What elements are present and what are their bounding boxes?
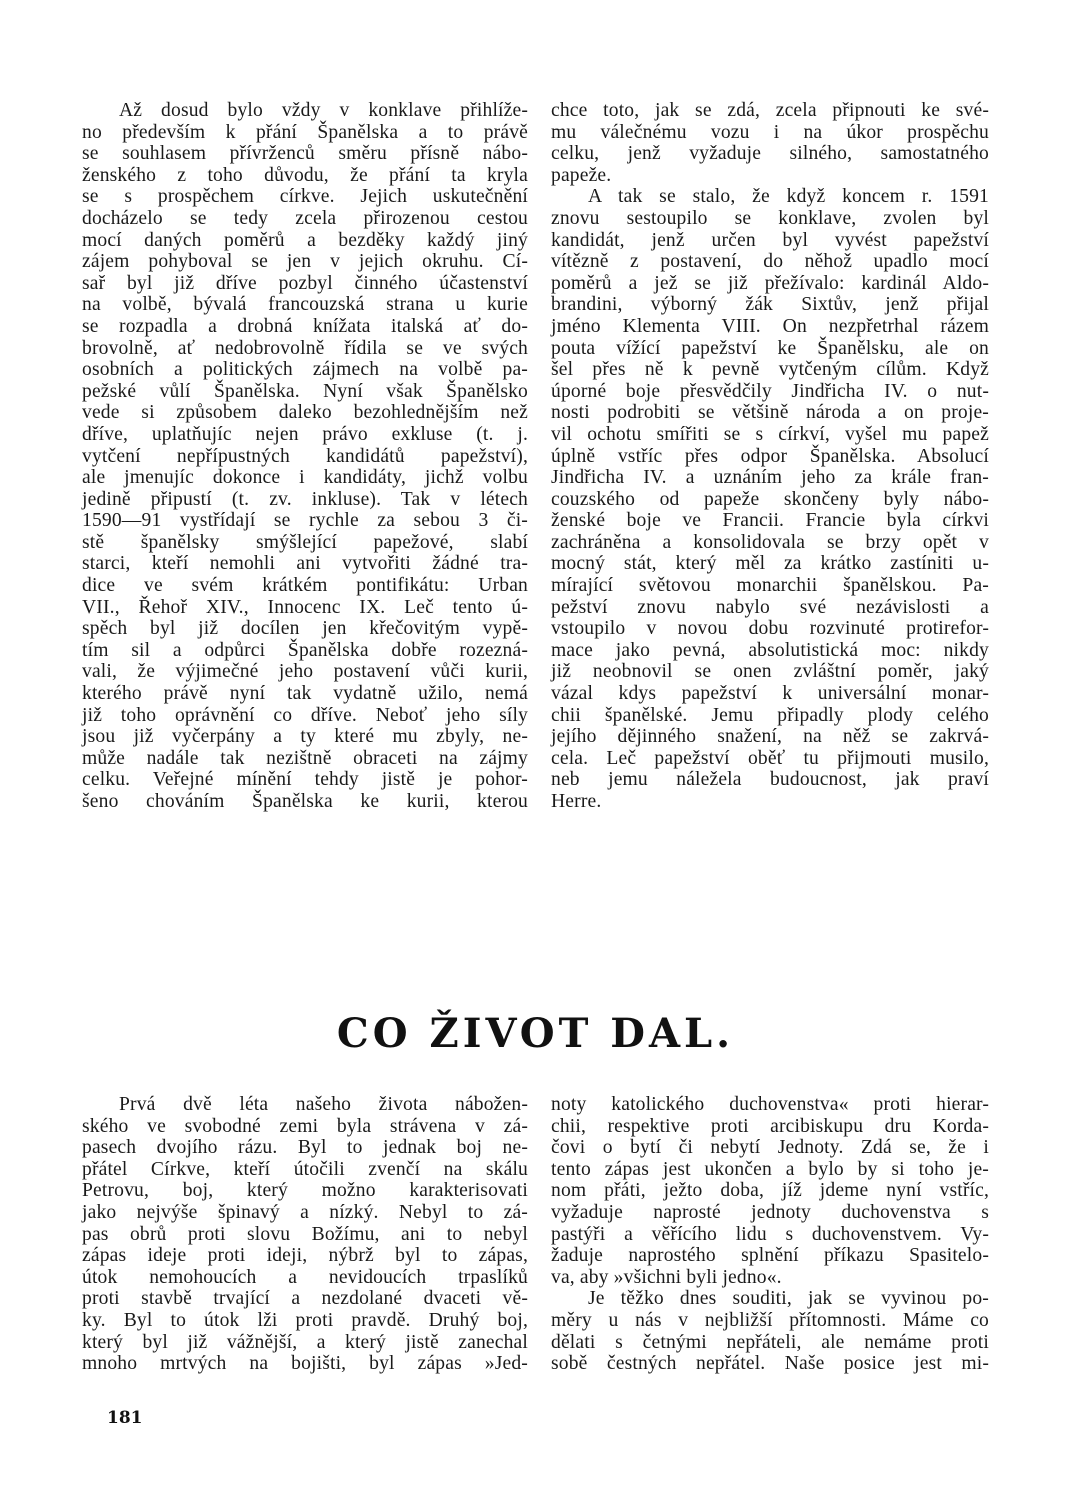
text-line: mírající světovou monarchii španělskou. Pa- (551, 575, 989, 597)
text-line: dříve, uplatňujíc nejen právo exkluse (t. j. (82, 423, 528, 445)
text-line: mocí daných poměrů a bezděky každý jiný (82, 229, 528, 251)
section-heading: CO ŽIVOT DAL. (336, 1010, 735, 1057)
top-article-right-column (551, 100, 989, 813)
text-line: cela. Leč papežství oběť tu přijmouti musilo, (551, 747, 989, 769)
text-line: tento zápas jest ukončen a bylo by si toho je- (551, 1158, 989, 1180)
text-line: no především k přání Španělska a to právě (82, 121, 528, 143)
text-line: čovi o bytí či nebytí Jednoty. Zdá se, že i (551, 1137, 989, 1159)
text-line: ky. Byl to útok lži proti pravdě. Druhý boj, (82, 1309, 528, 1331)
text-line: mu válečnému vozu i na úkor prospěchu (551, 121, 989, 143)
text-line: proti stavbě trvající a nezdolané dvaceti vě- (82, 1288, 528, 1310)
text-line: osobních a politických zájmech na volbě pa- (82, 359, 528, 381)
text-line: může nadále tak nezištně obraceti na zájmy (82, 747, 528, 769)
text-line: Až dosud bylo vždy v konklave přihlíže- (119, 100, 528, 121)
text-line: ale jmenujíc dokonce i kandidáty, jichž volbu (82, 467, 528, 489)
text-line: celku. Veřejné mínění tehdy jistě je pohor- (82, 769, 528, 791)
text-line: papeže. (551, 164, 612, 186)
text-line: sobě čestných nepřátel. Naše posice jest mi- (551, 1353, 989, 1375)
text-line: na volbě, bývalá francouzská strana u kurie (82, 294, 528, 316)
text-line: šel přes ně k pevně vytčeným cílům. Když (551, 359, 989, 381)
text-line: žaduje naprostého splnění příkazu Spasitelo- (551, 1245, 989, 1267)
text-line: noty katolického duchovenstva« proti hierar- (551, 1094, 989, 1115)
text-line: jako nejvýše špinavý a nízký. Nebyl to zá- (82, 1201, 528, 1223)
text-line: pasech dvojího rázu. Byl to jednak boj ne- (82, 1137, 528, 1159)
text-line: vali, že výjimečné jeho postavení vůči kurii, (82, 661, 528, 683)
text-line: mocný stát, který měl za krátko zastíniti u- (551, 553, 989, 575)
text-line: chce toto, jak se zdá, zcela připnouti ke své- (551, 100, 989, 121)
text-line: se souhlasem přívrženců směru přísně nábo- (82, 143, 528, 165)
text-line: vytčení nepřípustných kandidátů papežství), (82, 445, 528, 467)
text-line: chii španělské. Jemu připadly plody celého (551, 704, 989, 726)
text-line: nosti podrobiti se většině národa a on proje- (551, 402, 989, 424)
text-line: zápas ideje proti ideji, nýbrž byl to zápas, (82, 1245, 528, 1267)
text-line: ženského z toho důvodu, že přání ta kryla (82, 164, 528, 186)
text-line: mnoho mrtvých na bojišti, byl zápas »Jed- (82, 1353, 528, 1375)
text-line: pežské vůlí Španělska. Nyní však Španělsko (82, 380, 528, 402)
text-line: Je těžko dnes souditi, jak se vyvinou po- (588, 1288, 989, 1310)
text-line: VII., Řehoř XIV., Innocenc IX. Leč tento ú- (82, 596, 528, 618)
text-line: vázal kdys papežství k universální monar- (551, 683, 989, 705)
text-line: šeno chováním Španělska ke kurii, kterou (82, 791, 528, 812)
text-line: úporné boje přesvědčily Jindřicha IV. o nut- (551, 380, 989, 402)
text-line: tím sil a odpůrci Španělska dobře rozezná- (82, 639, 528, 661)
text-line: jméno Klementa VIII. On nezpřetrhal rázem (551, 315, 989, 337)
text-line: jedině připustí (t. zv. inkluse). Tak v létech (82, 488, 528, 510)
text-line: neb jemu náležela budoucnost, jak praví (551, 769, 989, 791)
text-line: Jindřicha IV. a uznáním jeho za krále fran- (551, 467, 989, 489)
text-line: zachráněna a konsolidovala se brzy opět v (551, 531, 989, 553)
text-line: ského ve svobodné zemi byla strávena v zá- (82, 1115, 528, 1137)
text-line: pas obrů proti slovu Božímu, ani to nebyl (82, 1223, 528, 1245)
text-line: který byl již vážnější, a který jistě zanechal (82, 1331, 528, 1353)
text-line: se rozpadla a drobná knížata italská ať do- (82, 315, 528, 337)
text-line: vyžaduje naprosté jednoty duchovenstva s (551, 1201, 989, 1223)
text-line: pastýři a věřícího lidu s duchovenstvem. Vy- (551, 1223, 989, 1245)
text-line: nom přáti, ježto doba, jíž jdeme nyní vstříc, (551, 1180, 989, 1202)
text-line: již neobnovil se onen zvláštní poměr, jaký (551, 661, 989, 683)
text-line: Prvá dvě léta našeho života nábožen- (119, 1094, 528, 1115)
text-line: Herre. (551, 791, 602, 812)
bottom-article-left-column (82, 1094, 528, 1375)
text-line: spěch byl již docílen jen křečovitým vypě- (82, 618, 528, 640)
text-line: přátel Církve, kteří útočili zvenčí na skálu (82, 1158, 528, 1180)
page-number: 181 (107, 1408, 143, 1428)
bottom-article-right-column (551, 1094, 989, 1375)
text-line: se s prospěchem církve. Jejich uskutečnění (82, 186, 528, 208)
text-line: jsou již vyčerpány a ty které mu zbyly, ne- (82, 726, 528, 748)
text-line: ženské boje ve Francii. Francie byla církvi (551, 510, 989, 532)
text-line: va, aby »všichni byli jedno«. (551, 1266, 782, 1288)
text-line: brovolně, ať nedobrovolně řídila se ve svých (82, 337, 528, 359)
text-line: měry u nás v nejbližší přítomnosti. Máme co (551, 1309, 989, 1331)
text-line: Petrovu, boj, který možno karakterisovati (82, 1180, 528, 1202)
text-line: pouta vížící papežství ke Španělsku, ale on (551, 337, 989, 359)
text-line: stě španělsky smýšlející papežové, slabí (82, 531, 528, 553)
text-line: již toho oprávnění co dříve. Neboť jeho síly (82, 704, 528, 726)
text-line: mace jako pevná, absolutistická moc: nikdy (551, 639, 989, 661)
text-line: dice ve svém krátkém pontifikátu: Urban (82, 575, 528, 597)
text-line: vítězně z postavení, do něhož upadlo mocí (551, 251, 989, 273)
text-line: couzského od papeže skončeny byly nábo- (551, 488, 989, 510)
text-line: starci, kteří nemohli ani vytvořiti žádné tra- (82, 553, 528, 575)
text-line: poměrů a jež se již přežívalo: kardinál Aldo- (551, 272, 989, 294)
text-line: kandidát, jenž určen byl vyvést papežství (551, 229, 989, 251)
text-line: vil ochotu smířiti se s církví, vyšel mu papež (551, 423, 989, 445)
text-line: docházelo se tedy zcela přirozenou cestou (82, 207, 528, 229)
text-line: pežství znovu nabylo své nezávislosti a (551, 596, 989, 618)
text-line: sař byl již dříve pozbyl činného účastenství (82, 272, 528, 294)
text-line: zájem pohyboval se jen v jejich okruhu. Cí- (82, 251, 528, 273)
text-line: brandini, výborný žák Sixtův, jenž přijal (551, 294, 989, 316)
text-line: vede si způsobem daleko bezohlednějším než (82, 402, 528, 424)
text-line: chii, respektive proti arcibiskupu dru Korda- (551, 1115, 989, 1137)
text-line: vstoupilo v novou dobu rozvinuté protirefor- (551, 618, 989, 640)
text-line: 1590—91 vystřídají se rychle za sebou 3 či- (82, 510, 528, 532)
text-line: dělati s četnými nepřáteli, ale nemáme proti (551, 1331, 989, 1353)
text-line: znovu sestoupilo se konklave, zvolen byl (551, 207, 989, 229)
text-line: A tak se stalo, že když koncem r. 1591 (588, 186, 989, 208)
text-line: útok nemohoucích a nevidoucích trpaslíků (82, 1266, 528, 1288)
text-line: celku, jenž vyžaduje silného, samostatného (551, 143, 989, 165)
text-line: jejího dějinného snažení, na něž se zakrvá- (551, 726, 989, 748)
text-line: úplně vstříc přes odpor Španělska. Absolucí (551, 445, 989, 467)
text-line: kterého právě nyní tak vydatně užilo, nemá (82, 683, 528, 705)
top-article-left-column (82, 100, 528, 813)
